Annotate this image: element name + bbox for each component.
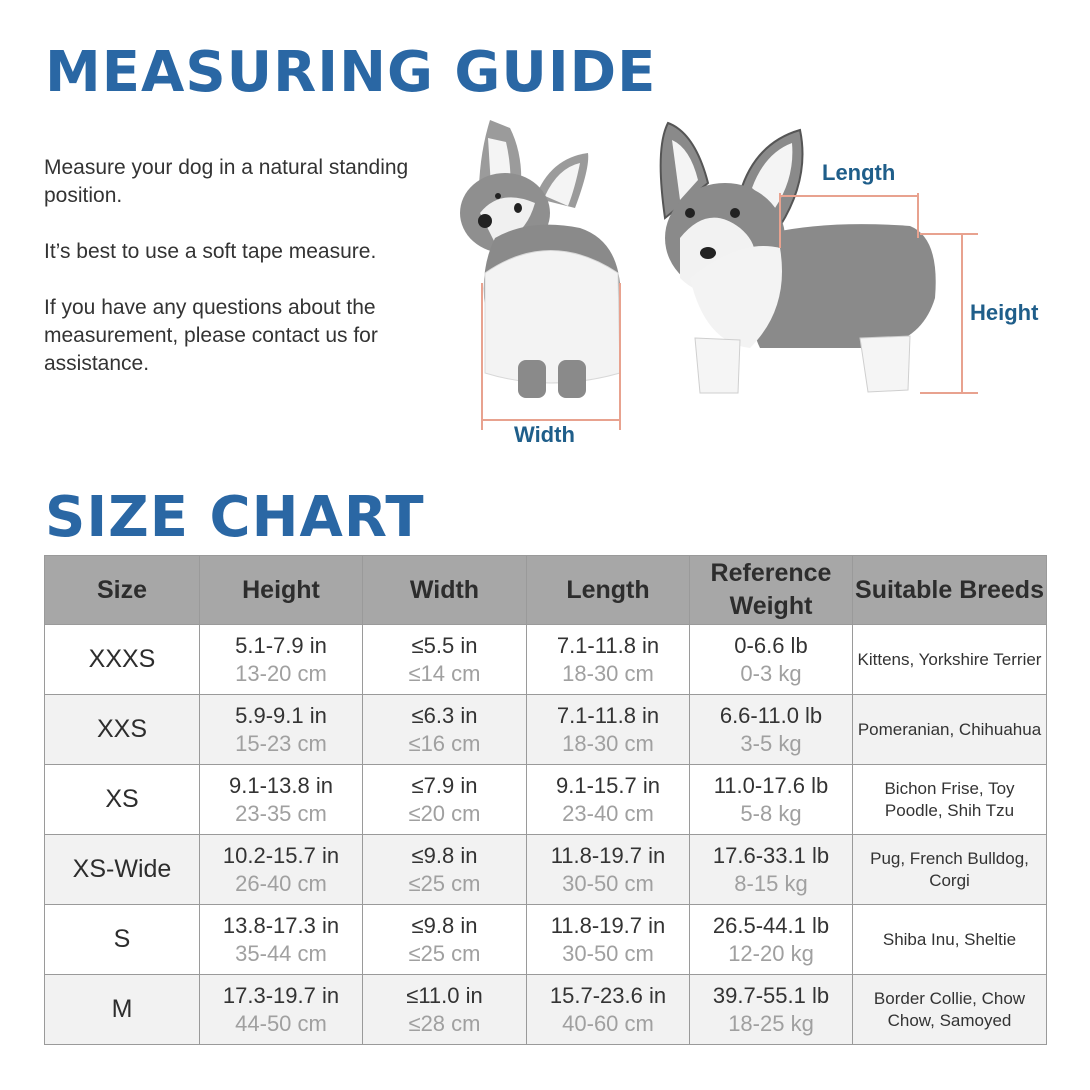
- weight-lb: 6.6-11.0 lb: [719, 702, 823, 728]
- height-cell: [200, 625, 363, 695]
- height-cm: 15-23 cm: [235, 730, 327, 756]
- width-in: ≤9.8 in: [411, 912, 478, 938]
- weight-lb: 0-6.6 lb: [734, 632, 808, 658]
- width-cell: [363, 905, 527, 975]
- width-cm: ≤14 cm: [408, 660, 481, 686]
- weight-cell: [690, 765, 853, 835]
- weight-cell: [690, 625, 853, 695]
- height-cm: 13-20 cm: [235, 660, 327, 686]
- instruction-tape: It’s best to use a soft tape measure.: [44, 240, 377, 263]
- size-cell: XS: [45, 765, 200, 835]
- width-cm: ≤16 cm: [408, 730, 481, 756]
- length-cell: [527, 765, 690, 835]
- length-cell: [527, 905, 690, 975]
- length-cm: 30-50 cm: [562, 870, 654, 896]
- header-breeds: Suitable Breeds: [853, 556, 1047, 625]
- width-cell: [363, 695, 527, 765]
- width-cm: ≤25 cm: [408, 870, 481, 896]
- breeds-cell: Pomeranian, Chihuahua: [853, 695, 1047, 765]
- corgi-rear-view-image: [440, 108, 1080, 458]
- table-row: [45, 975, 1047, 1045]
- weight-cell: [690, 975, 853, 1045]
- measuring-instructions: [44, 154, 454, 406]
- height-in: 17.3-19.7 in: [222, 982, 340, 1008]
- length-in: 15.7-23.6 in: [549, 982, 667, 1008]
- width-in: ≤9.8 in: [411, 842, 478, 868]
- breeds-cell: Border Collie, Chow Chow, Samoyed: [853, 975, 1047, 1045]
- breeds-cell: Shiba Inu, Sheltie: [853, 905, 1047, 975]
- size-chart-table: [44, 555, 1047, 1045]
- table-row: [45, 835, 1047, 905]
- width-cell: [363, 765, 527, 835]
- table-row: [45, 765, 1047, 835]
- instruction-standing: Measure your dog in a natural standing position.: [44, 156, 409, 207]
- table-row: [45, 905, 1047, 975]
- length-in: 11.8-19.7 in: [550, 842, 666, 868]
- weight-lb: 39.7-55.1 lb: [712, 982, 830, 1008]
- length-cell: [527, 625, 690, 695]
- length-in: 9.1-15.7 in: [556, 772, 660, 798]
- breeds-cell: Kittens, Yorkshire Terrier: [853, 625, 1047, 695]
- width-cm: ≤25 cm: [408, 940, 481, 966]
- height-in: 5.9-9.1 in: [235, 702, 327, 728]
- size-cell: XXS: [45, 695, 200, 765]
- weight-lb: 11.0-17.6 lb: [713, 772, 829, 798]
- height-label: Height: [970, 300, 1039, 325]
- header-size: Size: [45, 556, 200, 625]
- weight-cell: [690, 905, 853, 975]
- height-in: 13.8-17.3 in: [222, 912, 340, 938]
- height-cell: [200, 905, 363, 975]
- height-cell: [200, 835, 363, 905]
- weight-cell: [690, 835, 853, 905]
- width-cm: ≤28 cm: [408, 1010, 481, 1036]
- length-cm: 40-60 cm: [562, 1010, 654, 1036]
- size-cell: M: [45, 975, 200, 1045]
- size-cell: XXXS: [45, 625, 200, 695]
- table-row: [45, 695, 1047, 765]
- weight-kg: 5-8 kg: [740, 800, 802, 826]
- corgi-rear-icon: [460, 120, 621, 398]
- header-length: Length: [527, 556, 690, 625]
- measuring-guide-title: MEASURING GUIDE: [45, 40, 657, 105]
- weight-kg: 12-20 kg: [728, 940, 814, 966]
- table-header-row: [45, 556, 1047, 625]
- length-cell: [527, 975, 690, 1045]
- height-cm: 26-40 cm: [235, 870, 327, 896]
- length-cell: [527, 695, 690, 765]
- width-in: ≤6.3 in: [411, 702, 478, 728]
- size-cell: XS-Wide: [45, 835, 200, 905]
- width-label: Width: [514, 422, 575, 447]
- length-label: Length: [822, 160, 896, 185]
- table-row: [45, 625, 1047, 695]
- measuring-illustration: [440, 108, 1080, 458]
- instruction-contact: If you have any questions about the measurement, please contact us for assistance.: [44, 296, 378, 375]
- height-cm: 35-44 cm: [235, 940, 327, 966]
- weight-lb: 17.6-33.1 lb: [712, 842, 830, 868]
- length-in: 7.1-11.8 in: [556, 632, 660, 658]
- height-in: 9.1-13.8 in: [229, 772, 333, 798]
- length-in: 7.1-11.8 in: [556, 702, 660, 728]
- header-height: Height: [200, 556, 363, 625]
- length-cm: 18-30 cm: [562, 660, 654, 686]
- height-cm: 44-50 cm: [235, 1010, 327, 1036]
- length-cm: 23-40 cm: [562, 800, 654, 826]
- length-cm: 30-50 cm: [562, 940, 654, 966]
- breeds-cell: Pug, French Bulldog, Corgi: [853, 835, 1047, 905]
- width-cm: ≤20 cm: [408, 800, 481, 826]
- width-in: ≤7.9 in: [411, 772, 478, 798]
- height-in: 10.2-15.7 in: [222, 842, 340, 868]
- length-cell: [527, 835, 690, 905]
- weight-kg: 0-3 kg: [740, 660, 802, 686]
- weight-cell: [690, 695, 853, 765]
- height-cell: [200, 695, 363, 765]
- weight-kg: 18-25 kg: [728, 1010, 814, 1036]
- height-in: 5.1-7.9 in: [235, 632, 327, 658]
- header-weight: Reference Weight: [690, 556, 853, 625]
- height-cell: [200, 975, 363, 1045]
- length-cm: 18-30 cm: [562, 730, 654, 756]
- weight-kg: 3-5 kg: [740, 730, 802, 756]
- height-cell: [200, 765, 363, 835]
- size-chart-title: SIZE CHART: [45, 485, 425, 550]
- weight-kg: 8-15 kg: [734, 870, 808, 896]
- width-cell: [363, 835, 527, 905]
- length-in: 11.8-19.7 in: [550, 912, 666, 938]
- weight-lb: 26.5-44.1 lb: [712, 912, 830, 938]
- width-in: ≤11.0 in: [406, 982, 483, 1008]
- width-in: ≤5.5 in: [411, 632, 478, 658]
- size-cell: S: [45, 905, 200, 975]
- header-width: Width: [363, 556, 527, 625]
- breeds-cell: Bichon Frise, Toy Poodle, Shih Tzu: [853, 765, 1047, 835]
- width-cell: [363, 975, 527, 1045]
- height-cm: 23-35 cm: [235, 800, 327, 826]
- width-cell: [363, 625, 527, 695]
